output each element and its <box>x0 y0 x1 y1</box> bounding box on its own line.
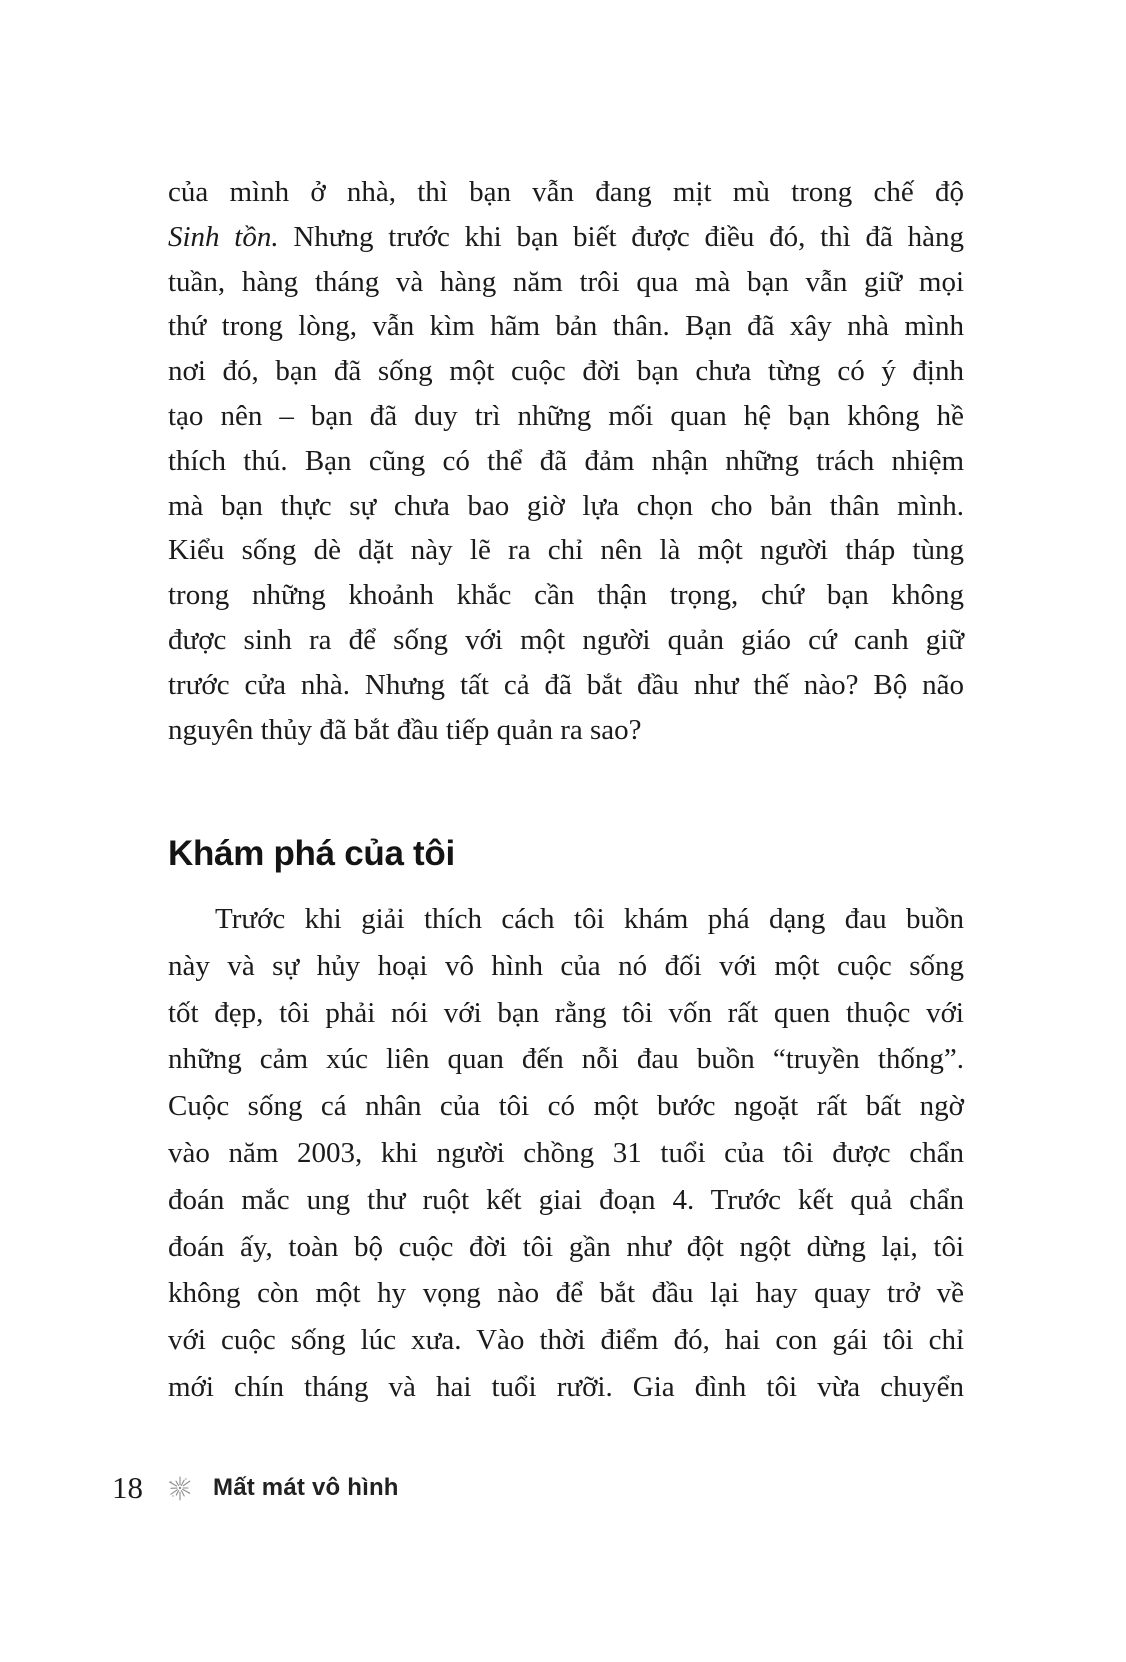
text-segment: trước cửa nhà. Nhưng tất cả đã bắt đầu như thế nào? Bộ não <box>168 668 964 701</box>
text-segment: đoán ấy, toàn bộ cuộc đời tôi gần như đột ngột dừng lại, tôi <box>168 1230 964 1263</box>
text-line <box>168 708 964 753</box>
text-segment: Cuộc sống cá nhân của tôi có một bước ngoặt rất bất ngờ <box>168 1090 964 1123</box>
page-footer <box>112 1471 399 1505</box>
text-line <box>168 1083 964 1130</box>
text-segment: không còn một hy vọng nào để bắt đầu lại hay quay trở về <box>168 1277 964 1310</box>
text-line <box>168 349 964 394</box>
text-segment: Kiểu sống dè dặt này lẽ ra chỉ nên là một người tháp tùng <box>168 534 964 567</box>
text-line <box>168 528 964 573</box>
text-line <box>168 439 964 484</box>
text-line <box>168 1036 964 1083</box>
text-segment: được sinh ra để sống với một người quản giáo cứ canh giữ <box>168 623 964 656</box>
text-segment: tuần, hàng tháng và hàng năm trôi qua mà bạn vẫn giữ mọi <box>168 265 964 298</box>
text-line <box>168 1364 964 1411</box>
text-line <box>168 990 964 1037</box>
text-segment: của mình ở nhà, thì bạn vẫn đang mịt mù trong chế độ <box>168 176 964 208</box>
text-line <box>168 1270 964 1317</box>
text-segment: những cảm xúc liên quan đến nỗi đau buồn “truyền thống”. <box>168 1043 964 1076</box>
text-line <box>168 1177 964 1224</box>
text-segment: mới chín tháng và hai tuổi rưỡi. Gia đình tôi vừa chuyển <box>168 1370 964 1403</box>
paragraph-survival-mode <box>168 170 964 752</box>
text-line <box>168 1317 964 1364</box>
text-line <box>168 1224 964 1271</box>
text-segment: mà bạn thực sự chưa bao giờ lựa chọn cho bản thân mình. <box>168 489 964 522</box>
text-segment: nguyên thủy đã bắt đầu tiếp quản ra sao? <box>168 713 642 746</box>
text-segment: với cuộc sống lúc xưa. Vào thời điểm đó, hai con gái tôi chỉ <box>168 1324 964 1357</box>
text-line <box>168 1130 964 1177</box>
page-number: 18 <box>112 1470 143 1505</box>
text-segment: nơi đó, bạn đã sống một cuộc đời bạn chưa từng có ý định <box>168 355 964 388</box>
section-heading: Khám phá của tôi <box>168 834 455 873</box>
starburst-icon <box>166 1474 194 1502</box>
book-title: Mất mát vô hình <box>213 1474 399 1501</box>
text-segment: này và sự hủy hoại vô hình của nó đối với một cuộc sống <box>168 949 964 982</box>
text-line <box>168 394 964 439</box>
text-segment: đoán mắc ung thư ruột kết giai đoạn 4. Trước kết quả chẩn <box>168 1183 964 1216</box>
text-segment: thứ trong lòng, vẫn kìm hãm bản thân. Bạn đã xây nhà mình <box>168 310 964 343</box>
text-line <box>168 618 964 663</box>
text-segment: thích thú. Bạn cũng có thể đã đảm nhận những trách nhiệm <box>168 444 964 477</box>
italic-text-segment: Sinh tồn. <box>168 220 279 253</box>
text-segment: tốt đẹp, tôi phải nói với bạn rằng tôi vốn rất quen thuộc với <box>168 996 964 1029</box>
text-line <box>168 304 964 349</box>
text-line <box>168 260 964 305</box>
text-segment: Trước khi giải thích cách tôi khám phá dạng đau buồn <box>215 903 964 935</box>
text-line <box>168 663 964 708</box>
text-line <box>168 943 964 990</box>
text-segment: tạo nên – bạn đã duy trì những mối quan hệ bạn không hề <box>168 399 964 432</box>
text-line <box>168 896 964 943</box>
text-segment: Nhưng trước khi bạn biết được điều đó, thì đã hàng <box>278 220 964 253</box>
text-line <box>168 573 964 618</box>
text-segment: trong những khoảnh khắc cần thận trọng, chứ bạn không <box>168 579 964 612</box>
text-line <box>168 215 964 260</box>
text-line <box>168 170 964 215</box>
text-line <box>168 484 964 529</box>
paragraph-my-discovery <box>168 896 964 1411</box>
text-segment: vào năm 2003, khi người chồng 31 tuổi của tôi được chẩn <box>168 1136 964 1169</box>
